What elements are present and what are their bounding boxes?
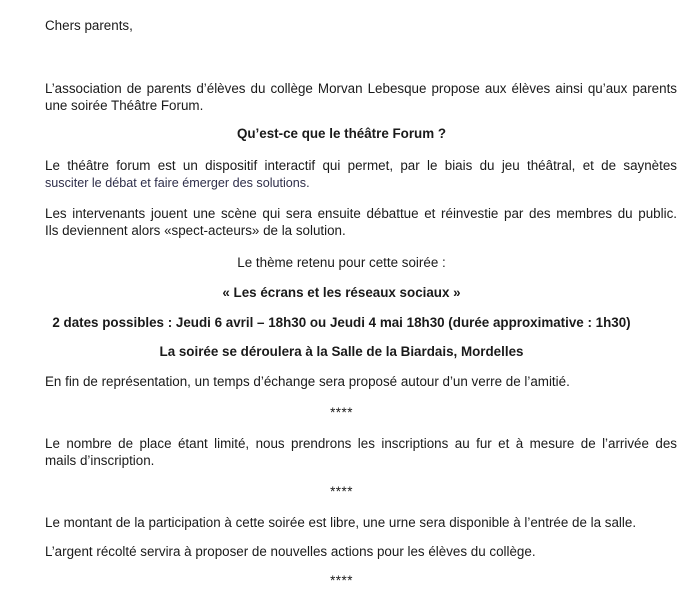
participants-paragraph-line-2: Ils deviennent alors «spect-acteurs» de la solution. bbox=[45, 223, 346, 238]
definition-paragraph-line-1: Le théâtre forum est un dispositif interactif qui permet, par le biais du jeu théâtral, et de saynètes bbox=[45, 158, 677, 173]
intro-paragraph-line-2: une soirée Théâtre Forum. bbox=[45, 98, 204, 113]
theme-title: « Les écrans et les réseaux sociaux » bbox=[222, 285, 461, 300]
question-heading: Qu’est-ce que le théâtre Forum ? bbox=[236, 126, 447, 141]
separator-stars-3: **** bbox=[330, 573, 353, 588]
event-venue: La soirée se déroulera à la Salle de la Biardais, Mordelles bbox=[159, 344, 524, 359]
closing-exchange: En fin de représentation, un temps d’échange sera proposé autour d’un verre de l’amitié. bbox=[45, 374, 570, 389]
places-paragraph-line-1: Le nombre de place étant limité, nous prendrons les inscriptions au fur et à mesure de l’arrivée des bbox=[45, 436, 677, 451]
theme-intro: Le thème retenu pour cette soirée : bbox=[237, 255, 446, 270]
intro-paragraph-line-1: L’association de parents d’élèves du collège Morvan Lebesque propose aux élèves ainsi qu’aux parents bbox=[45, 81, 677, 96]
participants-paragraph-line-1: Les intervenants jouent une scène qui sera ensuite débattue et réinvestie par des membres du public. bbox=[45, 206, 677, 221]
participation-paragraph: Le montant de la participation à cette soirée est libre, une urne sera disponible à l’entrée de la salle. bbox=[45, 515, 637, 530]
places-paragraph-line-2: mails d’inscription. bbox=[45, 453, 155, 468]
event-dates: 2 dates possibles : Jeudi 6 avril – 18h30 ou Jeudi 4 mai 18h30 (durée approximative : 1h30) bbox=[52, 315, 631, 330]
greeting: Chers parents, bbox=[45, 18, 133, 33]
money-use-paragraph: L’argent récolté servira à proposer de nouvelles actions pour les élèves du collège. bbox=[45, 544, 536, 559]
separator-stars-2: **** bbox=[330, 484, 353, 499]
definition-paragraph-line-2: susciter le débat et faire émerger des solutions. bbox=[45, 176, 310, 190]
separator-stars-1: **** bbox=[330, 405, 353, 420]
